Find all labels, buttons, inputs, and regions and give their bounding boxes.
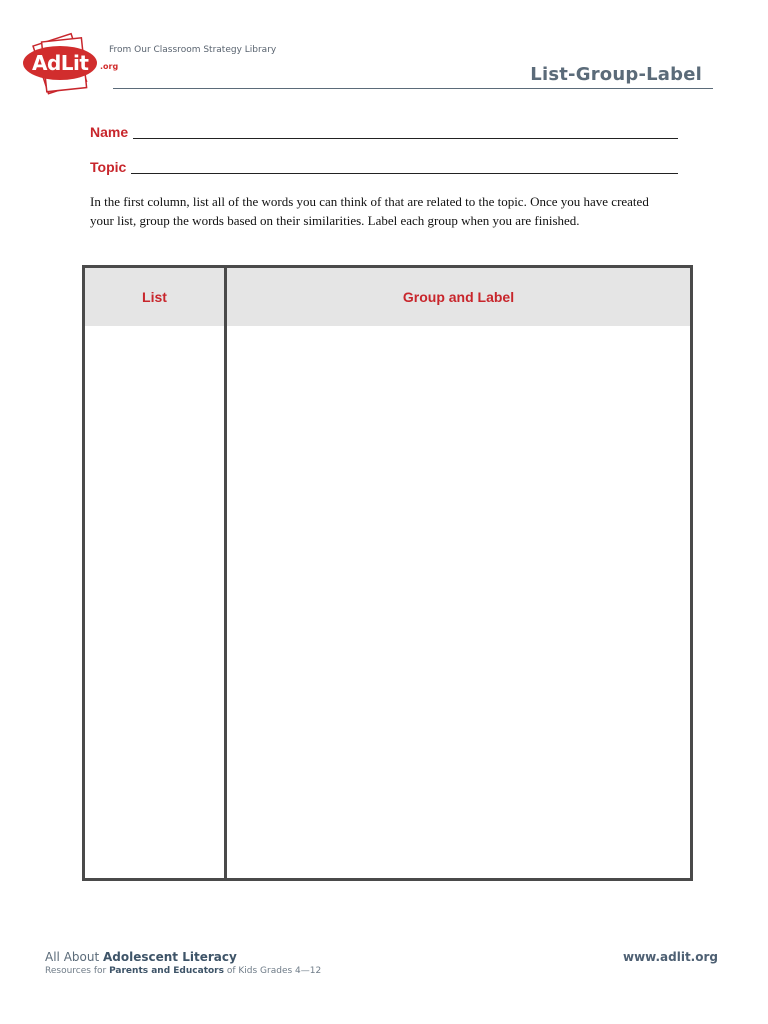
strategy-library-label: From Our Classroom Strategy Library bbox=[109, 45, 277, 55]
footer-line-2 bbox=[45, 965, 321, 978]
group-and-label-cell[interactable] bbox=[227, 326, 690, 878]
name-label: Name bbox=[90, 124, 129, 140]
topic-label: Topic bbox=[90, 159, 127, 175]
footer-line2-prefix: Resources for bbox=[45, 966, 110, 976]
footer-url[interactable]: www.adlit.org bbox=[622, 950, 718, 964]
name-field[interactable] bbox=[90, 121, 678, 141]
footer-line2-suffix: of Kids Grades 4—12 bbox=[223, 966, 322, 976]
topic-field[interactable] bbox=[90, 156, 678, 176]
logo-suffix: .org bbox=[100, 62, 119, 71]
title-rule bbox=[113, 88, 713, 89]
document-title: List-Group-Label bbox=[530, 64, 702, 85]
column-header-group-and-label: Group and Label bbox=[402, 289, 515, 305]
logo-text: AdLit bbox=[32, 51, 89, 75]
footer-line1-prefix: All About bbox=[45, 950, 103, 964]
instructions-text: In the first column, list all of the words you can think of that are related to the topic. Once you have created your list, group the words based on their similarities. Label each group when you are finished. bbox=[90, 194, 649, 228]
footer-line-1 bbox=[45, 949, 321, 965]
list-group-label-table bbox=[82, 265, 693, 881]
footer-tagline bbox=[45, 949, 321, 978]
name-write-line[interactable] bbox=[133, 138, 678, 139]
footer-line2-strong: Parents and Educators bbox=[109, 966, 224, 976]
footer-line1-strong: Adolescent Literacy bbox=[102, 950, 237, 964]
column-header-list: List bbox=[142, 289, 167, 305]
topic-write-line[interactable] bbox=[131, 173, 678, 174]
adlit-logo-icon bbox=[22, 32, 119, 96]
list-cell[interactable] bbox=[85, 326, 224, 878]
